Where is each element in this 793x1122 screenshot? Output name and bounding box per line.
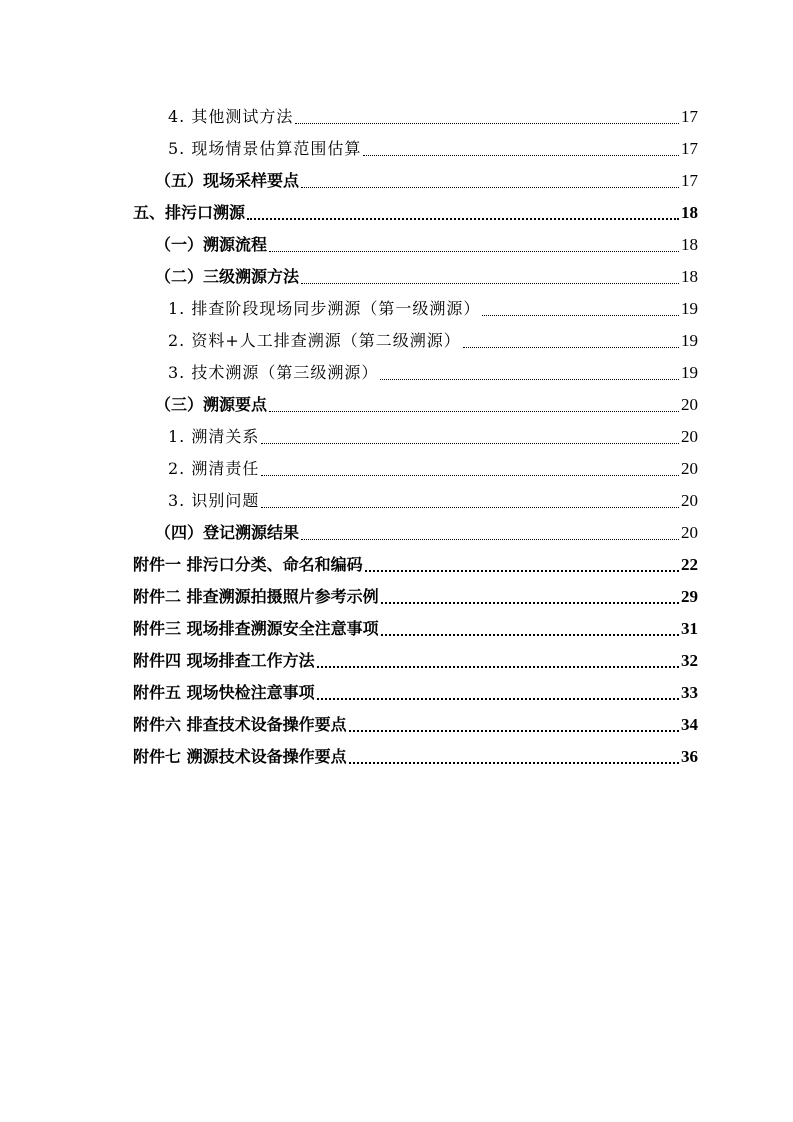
toc-leader-dots	[301, 283, 679, 284]
toc-entry-title: 2. 溯清责任	[168, 459, 260, 478]
toc-entry-title: 2. 资料+人工排查溯源（第二级溯源）	[168, 331, 461, 350]
toc-entry[interactable]	[133, 194, 698, 226]
toc-entry-title: 5. 现场情景估算范围估算	[168, 139, 362, 158]
toc-entry[interactable]	[168, 98, 698, 130]
toc-entry-title: 4. 其他测试方法	[168, 107, 294, 126]
toc-entry-title: （一）溯源流程	[155, 235, 268, 254]
toc-leader-dots	[380, 379, 679, 380]
toc-entry-title: 附件五 现场快检注意事项	[133, 683, 315, 702]
toc-entry[interactable]	[168, 290, 698, 322]
toc-leader-dots	[295, 123, 679, 124]
toc-entry-page: 20	[681, 459, 698, 478]
toc-entry-title: （四）登记溯源结果	[155, 523, 300, 542]
toc-entry[interactable]	[155, 162, 698, 194]
toc-entry[interactable]	[168, 130, 698, 162]
toc-leader-dots	[301, 539, 679, 540]
toc-entry-title: 3. 技术溯源（第三级溯源）	[168, 363, 379, 382]
toc-leader-dots	[261, 443, 679, 444]
toc-entry-title: （二）三级溯源方法	[155, 267, 300, 286]
toc-entry[interactable]	[168, 482, 698, 514]
toc-entry-title: 附件一 排污口分类、命名和编码	[133, 555, 363, 574]
toc-entry-page: 32	[681, 651, 698, 670]
toc-leader-dots	[363, 155, 679, 156]
toc-entry[interactable]	[168, 418, 698, 450]
toc-entry[interactable]	[155, 514, 698, 546]
toc-entry-title: 五、排污口溯源	[133, 203, 246, 222]
toc-leader-dots	[317, 666, 679, 668]
toc-entry-title: （五）现场采样要点	[155, 171, 300, 190]
toc-entry-page: 31	[681, 619, 698, 638]
toc-entry-page: 17	[681, 171, 698, 190]
toc-entry-page: 33	[681, 683, 698, 702]
toc-leader-dots	[365, 570, 679, 572]
toc-entry-page: 17	[681, 139, 698, 158]
toc-entry-page: 19	[681, 331, 698, 350]
toc-entry-title: 3. 识别问题	[168, 491, 260, 510]
toc-entry-title: 1. 排查阶段现场同步溯源（第一级溯源）	[168, 299, 481, 318]
toc-entry[interactable]	[133, 578, 698, 610]
toc-entry-page: 36	[681, 747, 698, 766]
toc-leader-dots	[301, 187, 679, 188]
toc-leader-dots	[317, 698, 679, 700]
toc-entry-page: 18	[681, 203, 698, 222]
toc-leader-dots	[349, 730, 679, 732]
toc-entry[interactable]	[155, 258, 698, 290]
toc-entry-title: 附件七 溯源技术设备操作要点	[133, 747, 347, 766]
toc-entry[interactable]	[133, 738, 698, 770]
toc-leader-dots	[261, 507, 679, 508]
toc-leader-dots	[269, 251, 679, 252]
toc-leader-dots	[261, 475, 679, 476]
toc-entry[interactable]	[155, 226, 698, 258]
toc-leader-dots	[463, 347, 679, 348]
toc-entry-title: 附件四 现场排查工作方法	[133, 651, 315, 670]
toc-leader-dots	[269, 411, 679, 412]
toc-entry-page: 19	[681, 299, 698, 318]
toc-entry-page: 17	[681, 107, 698, 126]
toc-entry[interactable]	[133, 610, 698, 642]
toc-entry[interactable]	[168, 450, 698, 482]
toc-entry[interactable]	[133, 674, 698, 706]
toc-entry-title: 附件二 排查溯源拍摄照片参考示例	[133, 587, 379, 606]
toc-leader-dots	[482, 315, 679, 316]
toc-entry[interactable]	[133, 546, 698, 578]
toc-leader-dots	[349, 762, 679, 764]
toc-leader-dots	[247, 218, 679, 220]
toc-entry-title: 附件六 排查技术设备操作要点	[133, 715, 347, 734]
toc-entry-page: 29	[681, 587, 698, 606]
toc-entry[interactable]	[133, 706, 698, 738]
toc-entry-title: 1. 溯清关系	[168, 427, 260, 446]
toc-leader-dots	[381, 634, 679, 636]
toc-entry-page: 20	[681, 427, 698, 446]
toc-entry-page: 20	[681, 491, 698, 510]
toc-entry-page: 34	[681, 715, 698, 734]
toc-leader-dots	[381, 602, 679, 604]
toc-entry-page: 20	[681, 395, 698, 414]
toc-entry-title: （三）溯源要点	[155, 395, 268, 414]
toc-entry-page: 20	[681, 523, 698, 542]
toc-entry-page: 22	[681, 555, 698, 574]
toc-entry[interactable]	[168, 322, 698, 354]
toc-entry-page: 19	[681, 363, 698, 382]
toc-entry-page: 18	[681, 267, 698, 286]
toc-entry[interactable]	[133, 642, 698, 674]
toc-entry-title: 附件三 现场排查溯源安全注意事项	[133, 619, 379, 638]
toc-entry[interactable]	[155, 386, 698, 418]
toc-entry[interactable]	[168, 354, 698, 386]
toc-entry-page: 18	[681, 235, 698, 254]
